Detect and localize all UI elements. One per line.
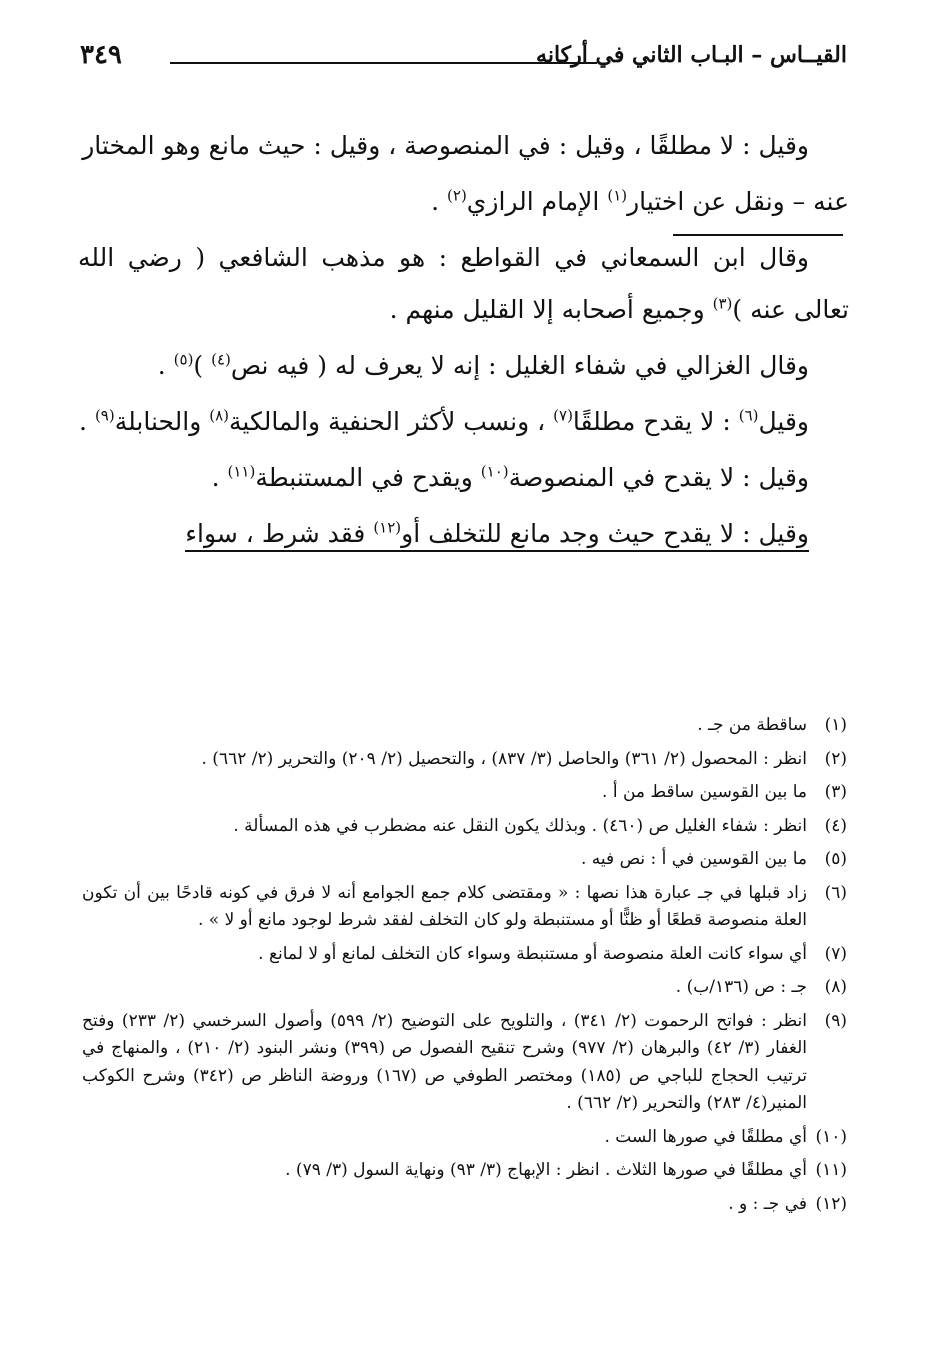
- running-title: القيــاس – البـاب الثاني في أركانه: [536, 42, 847, 68]
- footnote: [82, 1191, 847, 1219]
- paragraph-5: وقيل$^{(٦)}$ : لا يقدح مطلقًا$^{(٧)}$ ، ونسب لأكثر الحنفية والمالكية$^{(٨)}$ والحنابلة$^{(٩)}$ .: [79, 406, 809, 436]
- note-ref-11: (١١): [227, 462, 256, 481]
- footnote-text: زاد قبلها في جـ عبارة هذا نصها : « ومقتضى كلام جمع الجوامع أنه لا فرق في كونه قادحًا بين أن تكون العلة منصوصة قطعًا أو ظنًّا أو مستنبطة ولو كان التخلف لفقد شرط لوجود مانع أو لا » .: [82, 882, 807, 930]
- page-number: ٣٤٩: [80, 40, 122, 70]
- footnote: [82, 974, 847, 1002]
- note-ref-7: (٧): [553, 406, 573, 425]
- page-header: [80, 40, 847, 80]
- footnote-text: أي سواء كانت العلة منصوصة أو مستنبطة وسواء كان التخلف لمانع أو لا لمانع .: [258, 943, 807, 964]
- paragraph-1: وقيل : لا مطلقًا ، وقيل : في المنصوصة ، وقيل : حيث مانع وهو المختار: [82, 131, 809, 160]
- footnote: [82, 779, 847, 807]
- footnote-number: (١١): [815, 1160, 847, 1180]
- paragraph-7: [78, 508, 849, 560]
- underlined-phrase: وقيل : لا يقدح حيث وجد مانع للتخلف أو$^{(١٢)}$ فقد شرط ، سواء: [185, 519, 809, 552]
- note-ref-1: (١): [607, 186, 628, 205]
- footnote-text: ما بين القوسين ساقط من أ .: [602, 782, 807, 802]
- footnote: [82, 880, 847, 935]
- footnote-text: أي مطلقًا في صورها الست .: [604, 1126, 807, 1147]
- footnote: [82, 1124, 847, 1152]
- footnote: [82, 813, 847, 841]
- footnote-number: (٧): [824, 943, 847, 964]
- footnote-text: ساقطة من جـ .: [697, 715, 807, 735]
- footnote: [82, 846, 847, 874]
- footnotes: [82, 712, 847, 1224]
- paragraph-2: عنه – ونقل عن اختيار$^{(١)}$ الإمام الرازي$^{(٢)}$ .: [431, 186, 849, 216]
- paragraph-3: وقال ابن السمعاني في القواطع : هو مذهب الشافعي ( رضي الله تعالى عنه )$^{(٣)}$ وجميع أصحابه إلا القليل منهم .: [78, 243, 849, 324]
- header-rule: [170, 62, 597, 64]
- footnote: [82, 712, 847, 740]
- footnote-number: (٤): [824, 815, 847, 836]
- footnote-number: (٩): [824, 1010, 847, 1031]
- note-ref-6: (٦): [738, 406, 759, 425]
- note-ref-2: (٢): [447, 186, 467, 205]
- footnote-text: في جـ : و .: [728, 1193, 807, 1214]
- footnote: [82, 941, 847, 969]
- footnote-number: (١٢): [815, 1193, 847, 1214]
- footnote-text: جـ : ص (١٣٦/ب) .: [675, 977, 807, 997]
- main-text: [78, 120, 849, 564]
- footnote-number: (٨): [824, 977, 847, 997]
- footnote-text: انظر : المحصول (٢/ ٣٦١) والحاصل (٣/ ٨٣٧) ، والتحصيل (٢/ ٢٠٩) والتحرير (٢/ ٦٦٢) .: [201, 748, 807, 769]
- section-rule: [673, 234, 843, 236]
- paragraph-4: وقال الغزالي في شفاء الغليل : إنه لا يعرف له ( فيه نص$^{(٤)}$ )$^{(٥)}$ .: [157, 350, 809, 380]
- note-ref-4: (٤): [211, 350, 231, 369]
- paragraph-6: وقيل : لا يقدح في المنصوصة$^{(١٠)}$ ويقدح في المستنبطة$^{(١١)}$ .: [211, 462, 809, 492]
- footnote-number: (٥): [824, 849, 847, 869]
- footnote-text: انظر : شفاء الغليل ص (٤٦٠) . وبذلك يكون النقل عنه مضطرب في هذه المسألة .: [233, 815, 807, 836]
- footnote-number: (٣): [824, 782, 847, 802]
- footnote-number: (٢): [824, 748, 847, 769]
- footnote: [82, 1157, 847, 1185]
- note-ref-8: (٨): [209, 406, 230, 425]
- footnote: [82, 1008, 847, 1118]
- note-ref-5: (٥): [173, 350, 194, 369]
- footnote-number: (٦): [824, 882, 847, 903]
- footnote-text: ما بين القوسين في أ : نص فيه .: [581, 849, 807, 869]
- note-ref-12: (١٢): [373, 518, 402, 537]
- footnote: [82, 746, 847, 774]
- footnote-text: انظر : فواتح الرحموت (٢/ ٣٤١) ، والتلويح على التوضيح (٢/ ٥٩٩) وأصول السرخسي (٢/ ٢٣٣) وفتح الغفار (٣/ ٤٢) والبرهان (٢/ ٩٧٧) وشرح تنقيح الفصول ص (٣٩٩) ونشر البنود (٢/ ٢١٠) ، والمنهاج في ترتيب الحجاج للباجي ص (١٨٥) ومختصر الطوفي ص (١٦٧) وروضة الناظر ص (٣٤٢) وشرح الكوكب المنير(٤/ ٢٨٣) والتحرير (٢/ ٦٦٢) .: [82, 1010, 808, 1113]
- note-ref-9: (٩): [94, 406, 115, 425]
- footnote-number: (١): [824, 715, 847, 735]
- footnote-text: أي مطلقًا في صورها الثلاث . انظر : الإبهاج (٣/ ٩٣) ونهاية السول (٣/ ٧٩) .: [285, 1160, 807, 1180]
- footnote-number: (١٠): [815, 1126, 847, 1147]
- note-ref-10: (١٠): [480, 462, 509, 481]
- note-ref-3: (٣): [712, 294, 733, 313]
